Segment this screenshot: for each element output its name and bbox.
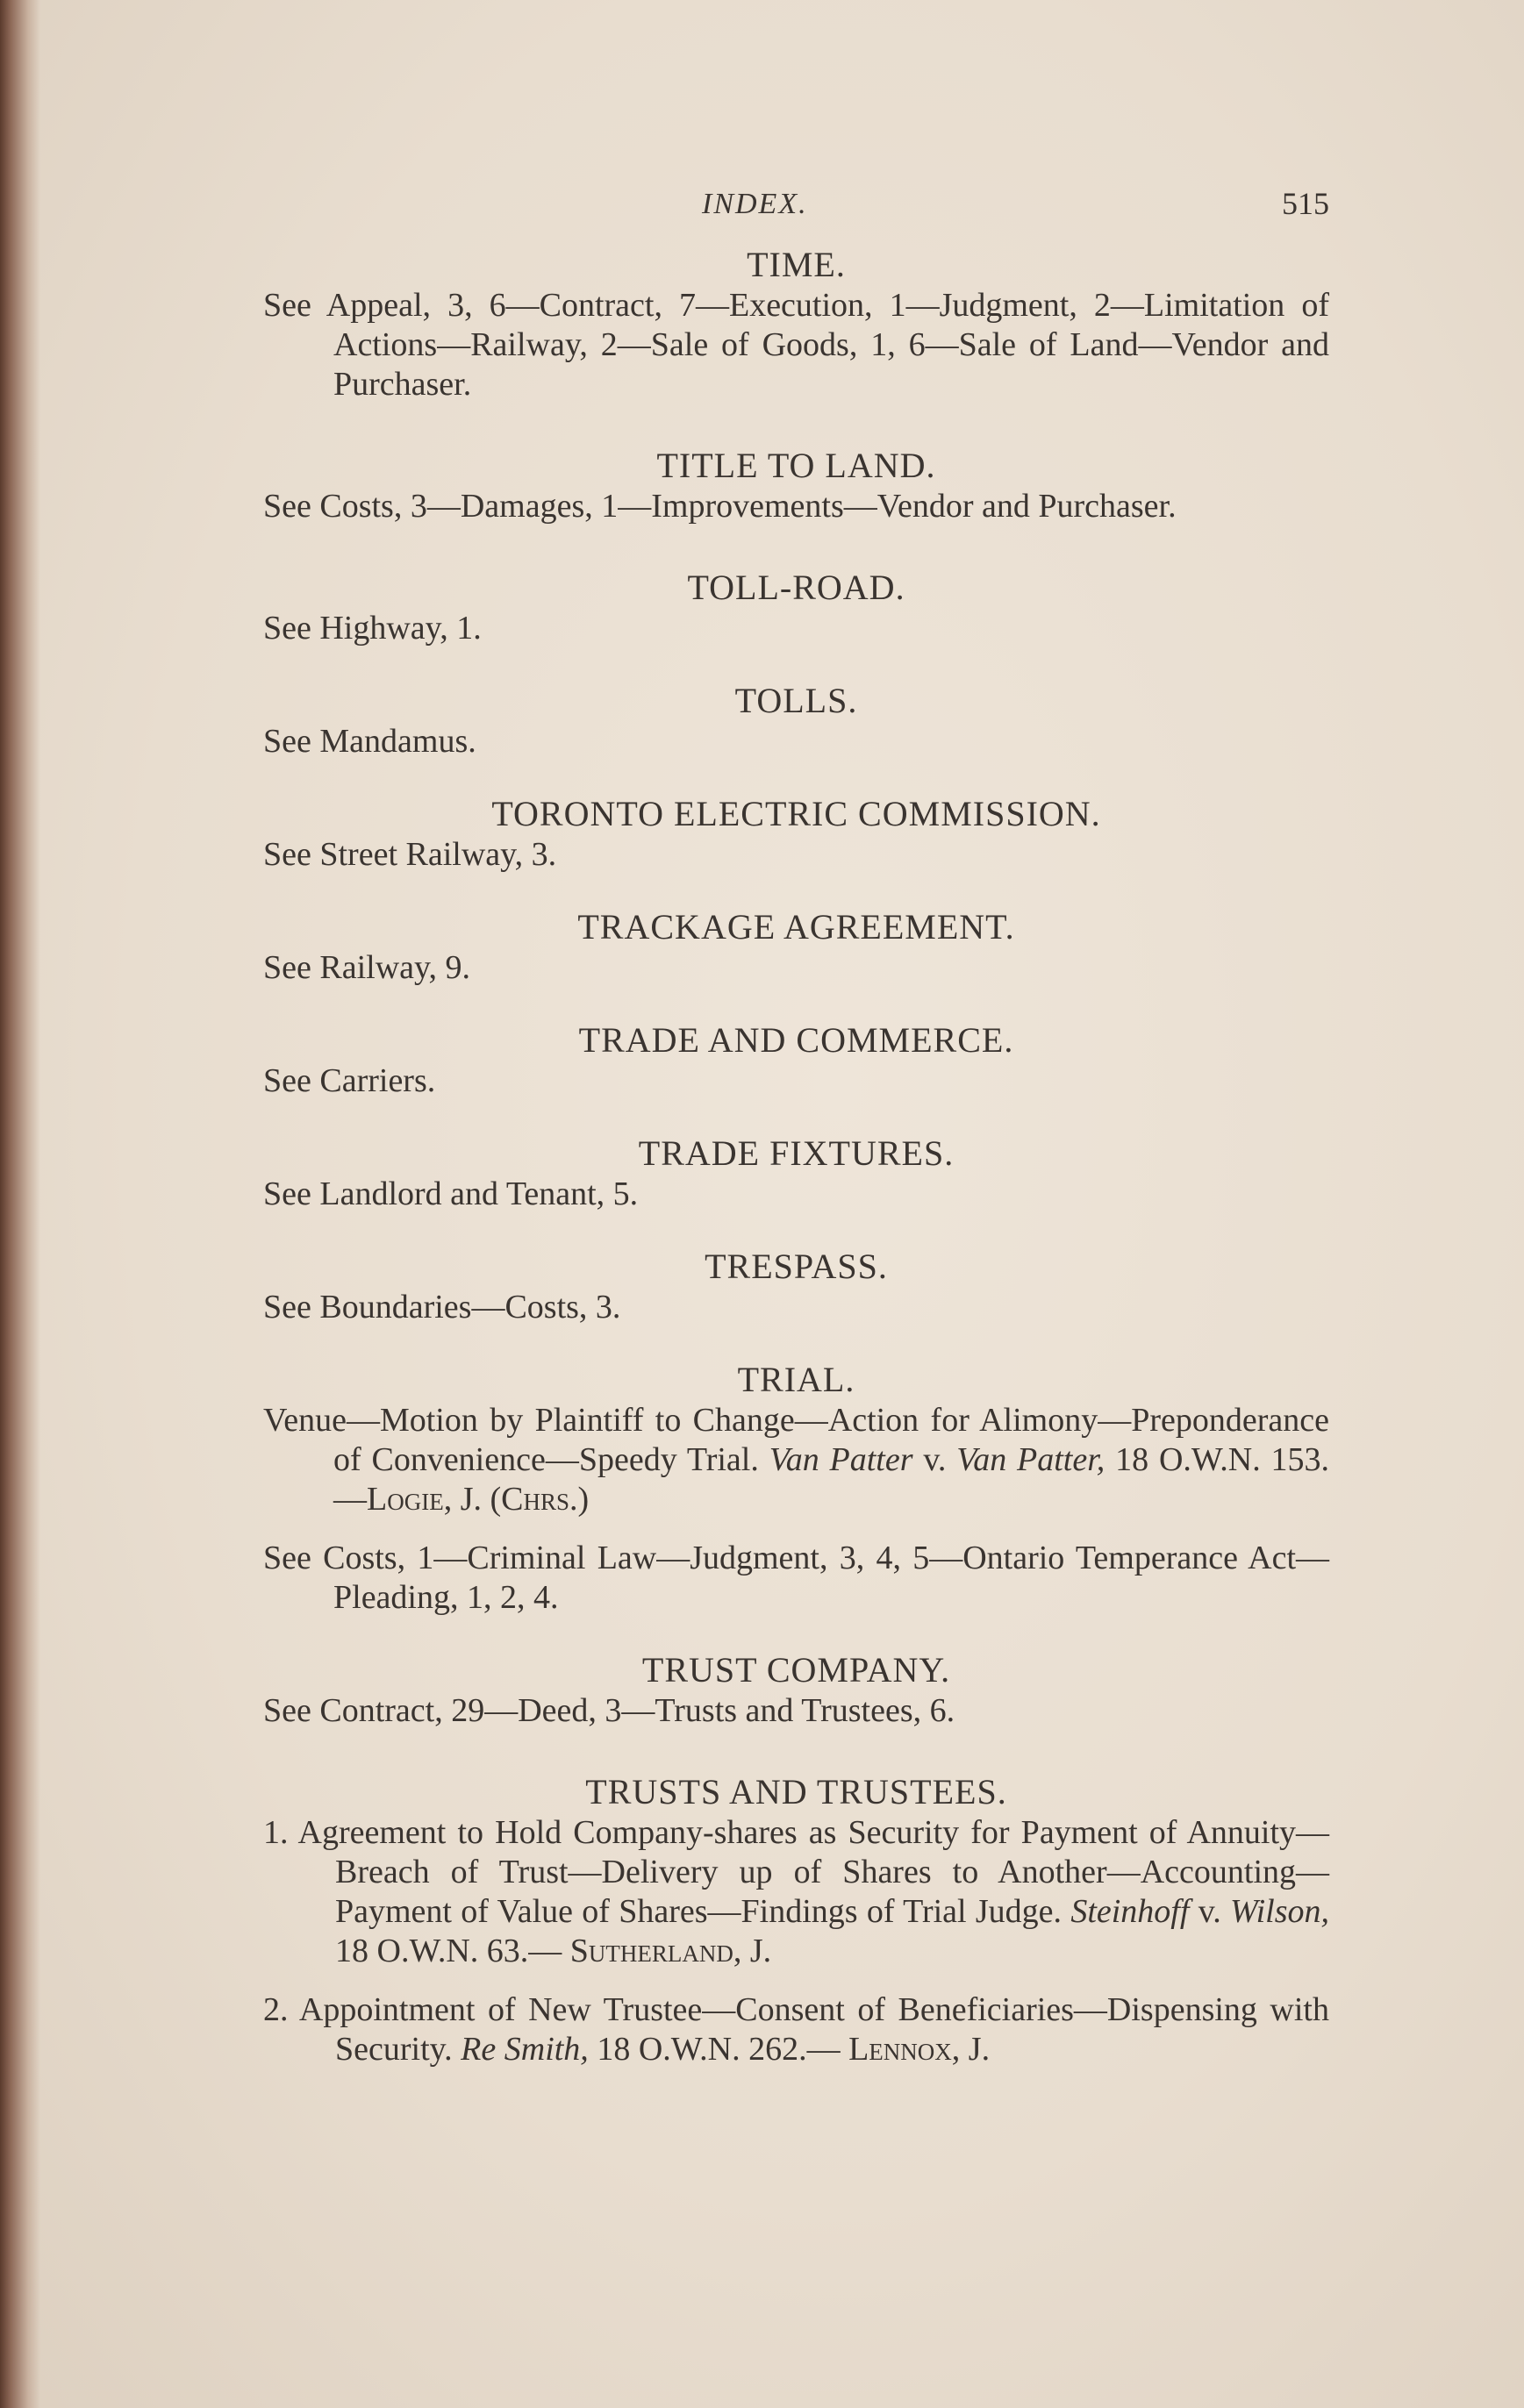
trial-court: Chrs. <box>501 1481 578 1518</box>
entry-trial-see: See Costs, 1—Criminal Law—Judgment, 3, 4, 5—Ontario Temperance Act—Pleading, 1, 2, 4. <box>263 1540 1329 1616</box>
trial-judge: Logie <box>367 1481 444 1518</box>
entry-time: See Appeal, 3, 6—Contract, 7—Execution, 1—Judgment, 2—Limitation of Actions—Railway, 2—Sale of Goods, 1, 6—Sale of Land—Vendor and Purchaser. <box>263 287 1329 403</box>
entry-trade-fixtures: See Landlord and Tenant, 5. <box>263 1175 639 1212</box>
entry-trade-commerce: See Carriers. <box>263 1062 436 1099</box>
trusts-item-2-text: Appointment of New Trustee—Consent of Beneficiaries—Dispensing with Security. <box>298 1991 1329 2068</box>
running-head <box>263 175 1329 225</box>
trial-venue-text: Venue—Motion by Plaintiff to Change—Action for Alimony—Preponderance of Convenience—Speedy Trial. <box>263 1402 1329 1478</box>
trial-versus: v. <box>923 1441 947 1478</box>
trial-case-name-b: Van Patter, <box>956 1441 1105 1478</box>
trusts-item-2 <box>263 1990 1329 2069</box>
heading-trespass: TRESPASS. <box>705 1247 888 1286</box>
trial-case-name-a: Van Patter <box>769 1441 913 1478</box>
trusts-item-1-num: 1. <box>263 1814 289 1851</box>
heading-trade-commerce: TRADE AND COMMERCE. <box>578 1020 1014 1060</box>
heading-trusts-trustees: TRUSTS AND TRUSTEES. <box>585 1772 1007 1811</box>
entry-trespass: See Boundaries—Costs, 3. <box>263 1289 621 1325</box>
heading-trial: TRIAL. <box>737 1360 855 1399</box>
entry-trial-venue <box>263 1401 1329 1519</box>
entry-title-to-land: See Costs, 3—Damages, 1—Improvements—Vendor and Purchaser. <box>263 488 1177 525</box>
trusts-item-2-judge: Lennox <box>848 2031 952 2068</box>
trial-citation: 18 O.W.N. 153.— <box>333 1441 1330 1518</box>
running-title: INDEX. <box>702 188 808 220</box>
book-spine-shadow <box>0 0 40 2408</box>
trusts-item-2-case: Re Smith, <box>461 2031 589 2068</box>
trial-judge-tail: , J. ( <box>443 1481 502 1518</box>
heading-tolls: TOLLS. <box>734 681 858 720</box>
heading-title-to-land: TITLE TO LAND. <box>656 446 936 485</box>
trusts-item-1-tail: , J. <box>733 1933 772 1969</box>
trusts-item-1-judge: Sutherland <box>569 1933 733 1969</box>
entry-trackage: See Railway, 9. <box>263 949 471 986</box>
entry-trust-company: See Contract, 29—Deed, 3—Trusts and Trustees, 6. <box>263 1692 955 1729</box>
heading-toronto-electric: TORONTO ELECTRIC COMMISSION. <box>491 794 1101 833</box>
trusts-item-2-citation: 18 O.W.N. 262.— <box>597 2031 841 2068</box>
page-number: 515 <box>1282 186 1329 221</box>
heading-trust-company: TRUST COMPANY. <box>641 1650 951 1690</box>
trial-close: ) <box>577 1481 590 1518</box>
heading-time: TIME. <box>747 245 846 284</box>
entry-tolls: See Mandamus. <box>263 723 476 760</box>
trusts-item-1-case-b: Wilson, <box>1230 1893 1330 1930</box>
trusts-item-2-tail: , J. <box>951 2031 991 2068</box>
trusts-item-1-citation: 18 O.W.N. 63.— <box>335 1933 562 1969</box>
trusts-item-2-num: 2. <box>263 1991 289 2028</box>
trusts-item-1 <box>263 1813 1329 1971</box>
trusts-item-1-case-a: Steinhoff <box>1070 1893 1190 1930</box>
entry-toronto-electric: See Street Railway, 3. <box>263 836 557 873</box>
entry-toll-road: See Highway, 1. <box>263 610 482 647</box>
heading-trade-fixtures: TRADE FIXTURES. <box>638 1133 955 1173</box>
index-content <box>263 175 1329 2069</box>
heading-toll-road: TOLL-ROAD. <box>687 568 905 607</box>
trusts-item-1-text: Agreement to Hold Company-shares as Security for Payment of Annuity—Breach of Trust—Delivery up of Shares to Another—Accounting—Payment of Value of Shares—Findings of Trial Judge. <box>297 1814 1330 1930</box>
heading-trackage: TRACKAGE AGREEMENT. <box>577 907 1015 947</box>
trusts-item-1-versus: v. <box>1198 1893 1221 1930</box>
